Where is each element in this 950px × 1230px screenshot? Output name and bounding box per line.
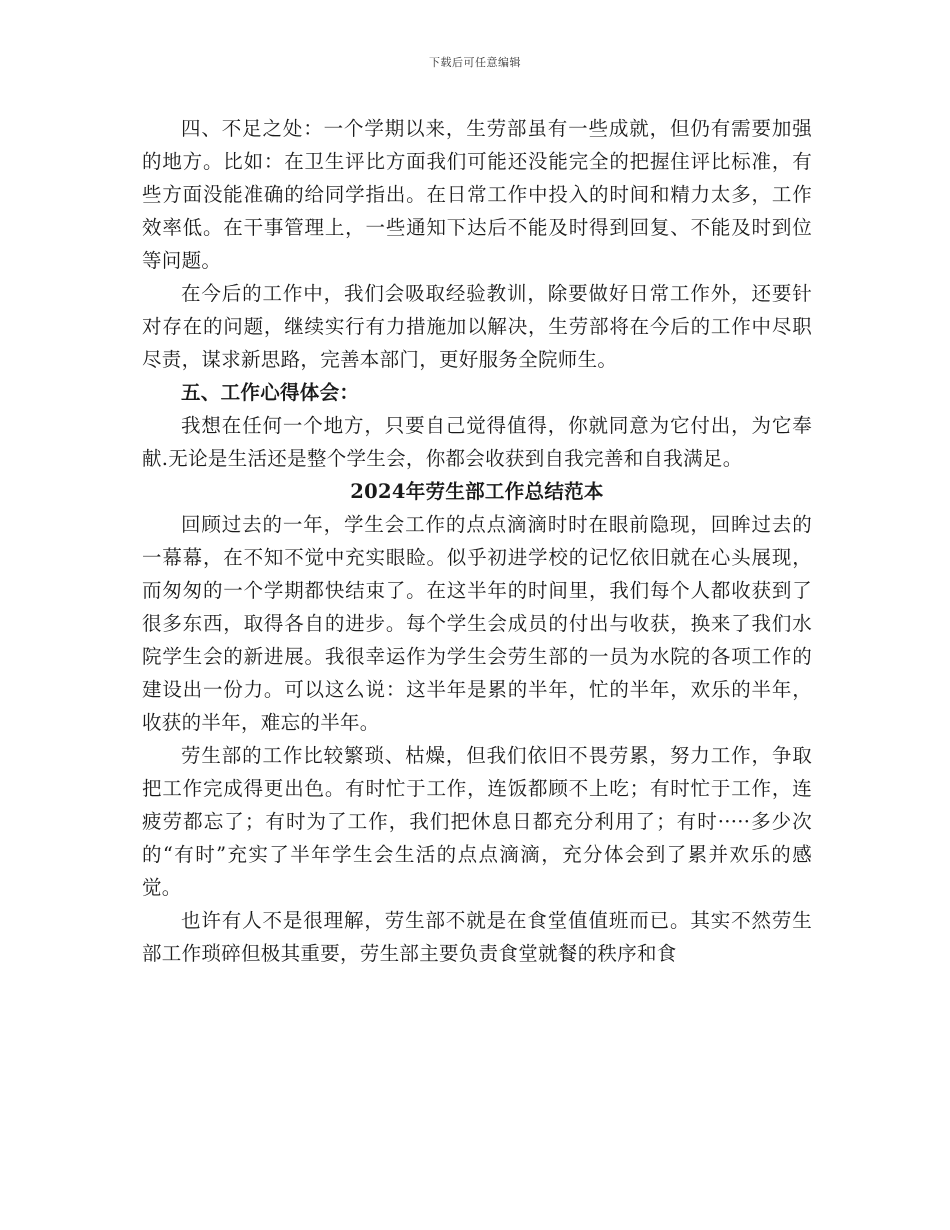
document-title: 2024年劳生部工作总结范本 xyxy=(350,480,604,503)
paragraph-importance: 也许有人不是很理解，劳生部不就是在食堂值值班而已。其实不然劳生部工作琐碎但极其重要，劳生部主要负责食堂就餐的秩序和食 xyxy=(142,909,812,965)
page-header-note: 下载后可任意编辑 xyxy=(429,56,521,69)
paragraph-work-description: 劳生部的工作比较繁琐、枯燥，但我们依旧不畏劳累，努力工作，争取把工作完成得更出色。有时忙于工作，连饭都顾不上吃；有时忙于工作，连疲劳都忘了；有时为了工作，我们把休息日都充分利用了；有时·····多少次的“有时”充实了半年学生会生活的点点滴滴，充分体会到了累并欢乐的感觉。 xyxy=(142,744,812,899)
paragraph-reflection: 我想在任何一个地方，只要自己觉得值得，你就同意为它付出，为它奉献.无论是生活还是整个学生会，你都会收获到自我完善和自我满足。 xyxy=(142,414,812,470)
paragraph-future-work: 在今后的工作中，我们会吸取经验教训，除要做好日常工作外，还要针对存在的问题，继续实行有力措施加以解决，生劳部将在今后的工作中尽职尽责，谋求新思路，完善本部门，更好服务全院师生。 xyxy=(142,282,812,371)
paragraph-review: 回顾过去的一年，学生会工作的点点滴滴时时在眼前隐现，回眸过去的一幕幕，在不知不觉中充实眼睑。似乎初进学校的记忆依旧就在心头展现，而匆匆的一个学期都快结束了。在这半年的时间里，我们每个人都收获到了很多东西，取得各自的进步。每个学生会成员的付出与收获，换来了我们水院学生会的新进展。我很幸运作为学生会劳生部的一员为水院的各项工作的建设出一份力。可以这么说：这半年是累的半年，忙的半年，欢乐的半年，收获的半年，难忘的半年。 xyxy=(142,513,812,734)
section-heading-reflection: 五、工作心得体会： xyxy=(181,381,360,404)
document-body xyxy=(142,112,812,970)
paragraph-shortcomings: 四、不足之处：一个学期以来，生劳部虽有一些成就，但仍有需要加强的地方。比如：在卫生评比方面我们可能还没能完全的把握住评比标准，有些方面没能准确的给同学指出。在日常工作中投入的时间和精力太多，工作效率低。在干事管理上，一些通知下达后不能及时得到回复、不能及时到位等问题。 xyxy=(142,117,812,272)
